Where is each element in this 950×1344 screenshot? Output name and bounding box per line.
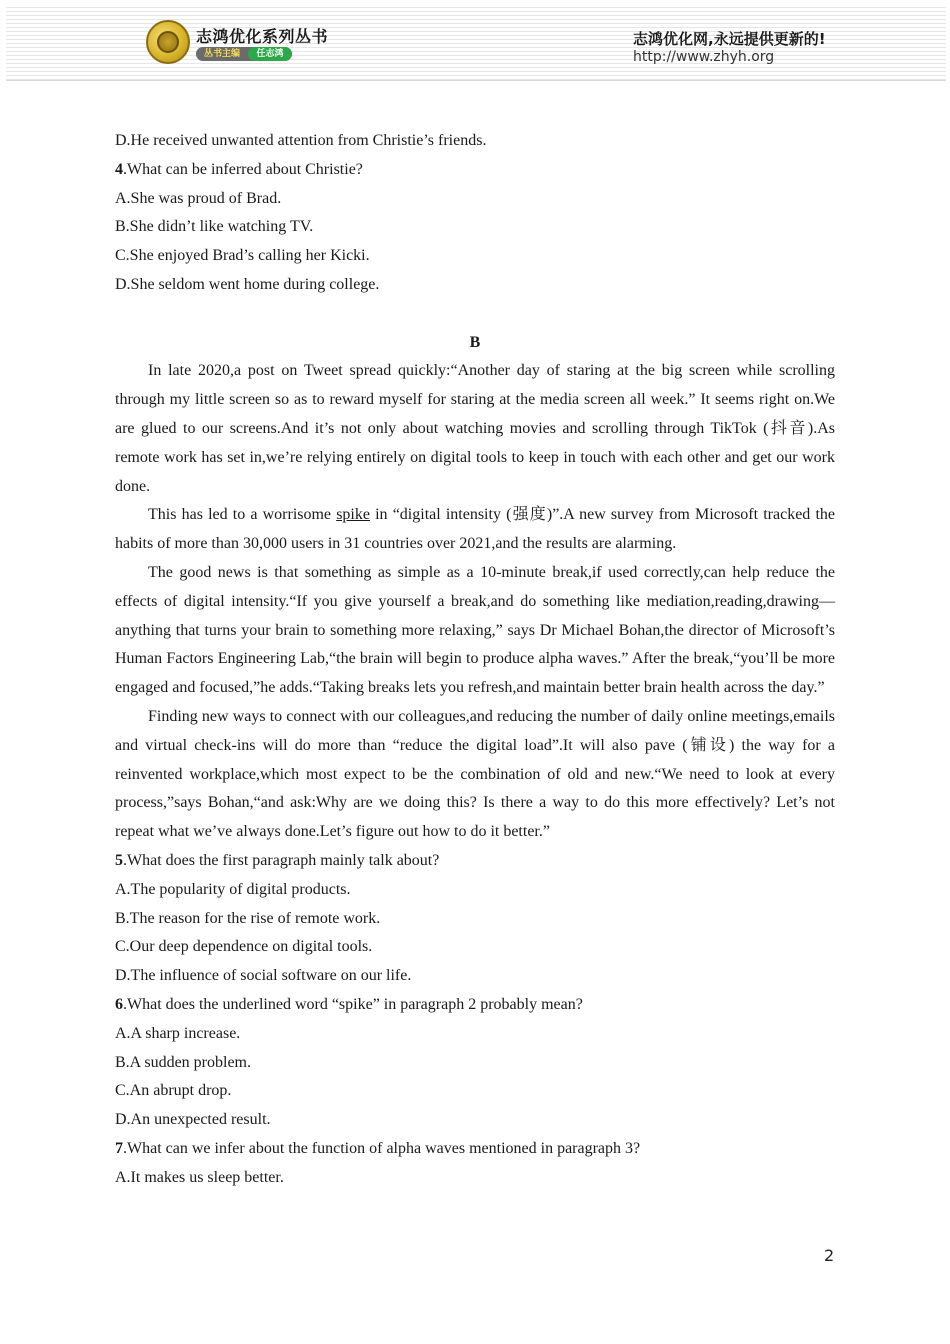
- editor-badge: [196, 47, 292, 61]
- underlined-word: spike: [336, 506, 370, 524]
- option-item: D.He received unwanted attention from Christie’s friends.: [115, 132, 487, 149]
- option-item: C.An abrupt drop.: [115, 1082, 232, 1100]
- logo-emblem-icon: [157, 31, 179, 53]
- option-item: B.She didn’t like watching TV.: [115, 218, 314, 236]
- question-5: [115, 847, 835, 876]
- question-7: [115, 1135, 835, 1164]
- question-text: .What does the underlined word “spike” in paragraph 2 probably mean?: [123, 995, 583, 1013]
- brand-logo-icon: [146, 20, 190, 64]
- passage-paragraph-2: [115, 501, 835, 559]
- question-6: [115, 991, 835, 1020]
- question-number: 6: [115, 995, 123, 1013]
- passage-paragraph-1: In late 2020,a post on Tweet spread quickly:“Another day of staring at the big screen while scrolling through my little screen so as to reward myself for staring at the media screen all week.” It seems right on.We are glued to our screens.And it’s not only about watching movies and scrolling through TikTok (抖音).As remote work has set in,we’re relying entirely on digital tools to keep in touch with each other and get our work done.: [115, 362, 835, 495]
- option-item: C.She enjoyed Brad’s calling her Kicki.: [115, 247, 370, 265]
- editor-badge-label: 丛书主编: [204, 49, 241, 59]
- paragraph-text: in “digital intensity (强度)”.A new survey from Microsoft tracked the habits of more than 30,000 users in 31 countries over 2021,and the results are alarming.: [115, 506, 835, 553]
- question-text: .What can be inferred about Christie?: [123, 160, 363, 178]
- brand-title: 志鸿优化系列丛书: [196, 27, 329, 46]
- option-item: D.An unexpected result.: [115, 1111, 271, 1129]
- question-number: 4: [115, 160, 123, 178]
- section-title: B: [469, 333, 481, 351]
- document-body: [115, 127, 835, 1192]
- option-item: A.It makes us sleep better.: [115, 1168, 284, 1186]
- question-text: .What does the first paragraph mainly talk about?: [123, 851, 440, 869]
- option-item: C.Our deep dependence on digital tools.: [115, 938, 373, 956]
- question-number: 7: [115, 1139, 123, 1157]
- paragraph-text: This has led to a worrisome: [148, 506, 337, 524]
- header-divider: [6, 80, 946, 81]
- option-item: B.The reason for the rise of remote work.: [115, 909, 381, 927]
- editor-badge-name: 任志鸿: [248, 47, 292, 61]
- page-number: 2: [824, 1246, 835, 1265]
- passage-paragraph-3: The good news is that something as simple as a 10-minute break,if used correctly,can help reduce the effects of digital intensity.“If you give yourself a break,and do something like mediation,reading,drawing—anything that turns your brain to something more relaxing,” says Dr Michael Bohan,the director of Microsoft’s Human Factors Engineering Lab,“the brain will begin to produce alpha waves.” After the break,“you’ll be more engaged and focused,”he adds.“Taking breaks lets you refresh,and maintain better brain health across the day.”: [115, 563, 835, 697]
- passage-paragraph-4: Finding new ways to connect with our colleagues,and reducing the number of daily online meetings,emails and virtual check-ins will do more than “reduce the digital load”.It will also pave (铺设) the way for a reinvented workplace,which most expect to be the combination of old and new.“We need to look at every process,”says Bohan,“and ask:Why are we doing this? Is there a way to do this more effectively? Let’s not repeat what we’ve always done.Let’s figure out how to do it better.”: [115, 707, 835, 841]
- option-item: D.The influence of social software on our life.: [115, 967, 412, 985]
- question-4: [115, 156, 835, 185]
- question-text: .What can we infer about the function of alpha waves mentioned in paragraph 3?: [123, 1139, 641, 1157]
- header-slogan: 志鸿优化网,永远提供更新的!: [633, 30, 826, 48]
- option-item: B.A sudden problem.: [115, 1053, 251, 1071]
- option-item: A.The popularity of digital products.: [115, 880, 351, 898]
- option-item: D.She seldom went home during college.: [115, 275, 380, 293]
- header-url-link[interactable]: http://www.zhyh.org: [633, 49, 775, 65]
- option-item: A.She was proud of Brad.: [115, 189, 282, 207]
- spacer: [115, 300, 835, 329]
- question-number: 5: [115, 851, 123, 869]
- option-item: A.A sharp increase.: [115, 1024, 241, 1042]
